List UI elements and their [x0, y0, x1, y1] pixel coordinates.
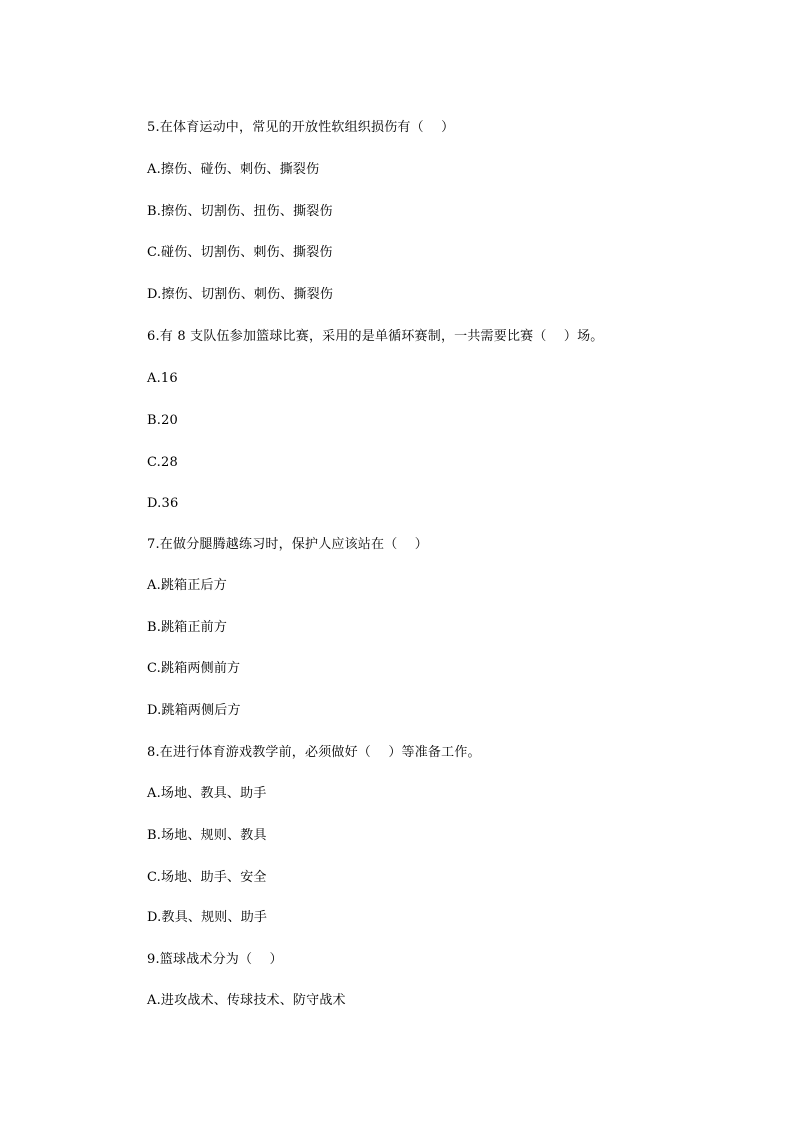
question-7-option-b: B.跳箱正前方 — [147, 620, 228, 635]
question-7-option-a: A.跳箱正后方 — [147, 578, 227, 593]
question-6-option-c: C.28 — [147, 455, 178, 470]
question-9-stem: 9.篮球战术分为（ ） — [147, 952, 283, 967]
question-9-option-a: A.进攻战术、传球技术、防守战术 — [147, 993, 346, 1008]
question-5-stem: 5.在体育运动中，常见的开放性软组织损伤有（ ） — [147, 120, 455, 135]
question-6-option-d: D.36 — [147, 496, 179, 511]
question-6-stem: 6.有 8 支队伍参加篮球比赛，采用的是单循环赛制，一共需要比赛（ ）场。 — [147, 329, 604, 344]
question-8-stem: 8.在进行体育游戏教学前，必须做好（ ）等准备工作。 — [147, 745, 481, 760]
question-6-option-a: A.16 — [147, 371, 178, 386]
question-8-option-c: C.场地、助手、安全 — [147, 870, 267, 885]
question-7-option-d: D.跳箱两侧后方 — [147, 703, 241, 718]
question-8-option-d: D.教具、规则、助手 — [147, 910, 268, 925]
question-8-option-a: A.场地、教具、助手 — [147, 786, 267, 801]
question-7-option-c: C.跳箱两侧前方 — [147, 661, 241, 676]
question-5-option-d: D.擦伤、切割伤、刺伤、撕裂伤 — [147, 287, 334, 302]
question-7-stem: 7.在做分腿腾越练习时，保护人应该站在（ ） — [147, 537, 428, 552]
question-5-option-b: B.擦伤、切割伤、扭伤、撕裂伤 — [147, 204, 333, 219]
question-8-option-b: B.场地、规则、教具 — [147, 828, 267, 843]
question-6-option-b: B.20 — [147, 413, 179, 428]
question-5-option-c: C.碰伤、切割伤、刺伤、撕裂伤 — [147, 245, 333, 260]
question-5-option-a: A.擦伤、碰伤、刺伤、撕裂伤 — [147, 162, 320, 177]
